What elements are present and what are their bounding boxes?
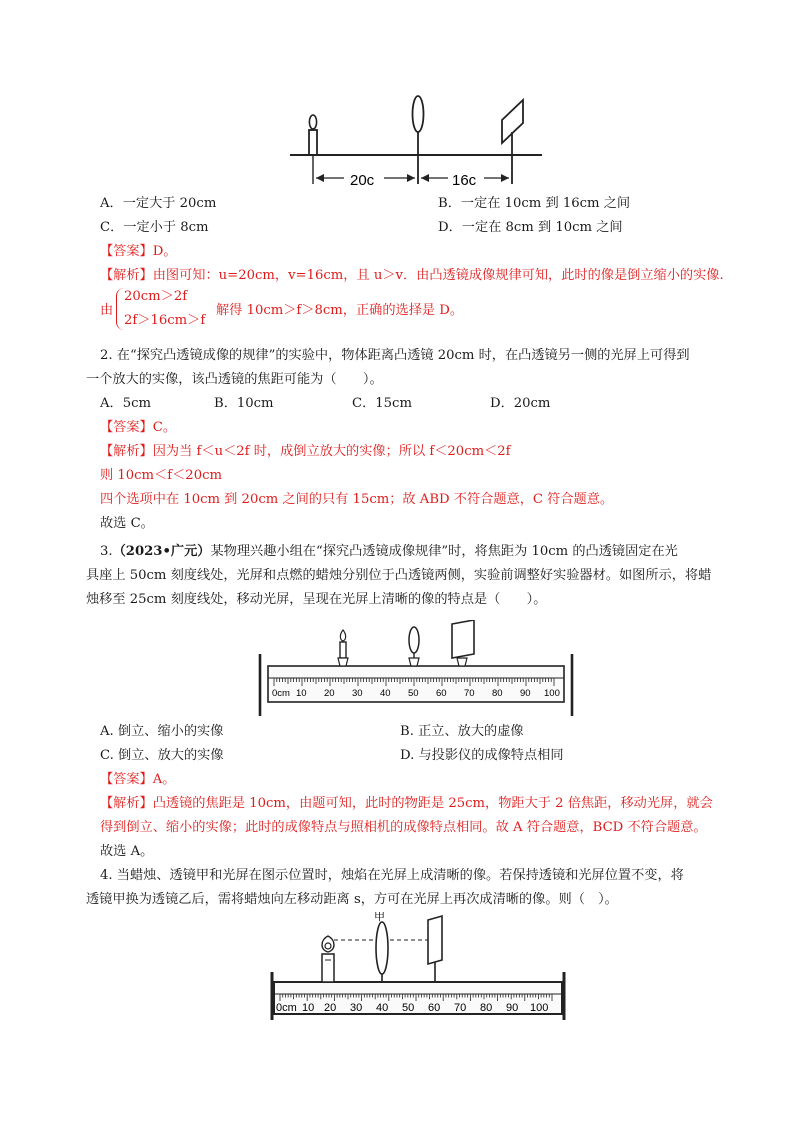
tick-label: 20 (324, 1002, 337, 1014)
q2-stem-line-2: 一个放大的实像，该凸透镜的焦距可能为（ ）。 (86, 372, 383, 387)
figure-optical-bench-q4 (262, 912, 580, 1024)
q1-you: 由 (100, 303, 114, 318)
q1-option-c: C．一定小于 8cm (100, 220, 209, 235)
q2-option-d: D．20cm (490, 396, 551, 411)
screen-shape (452, 620, 474, 658)
tick-label: 0cm (272, 688, 290, 699)
q3-stem-line-3: 烛移至 25cm 刻度线处，移动光屏，呈现在光屏上清晰的像的特点是（ ）。 (86, 592, 547, 607)
figure-candle-lens-screen (280, 92, 550, 202)
flame-shape (340, 630, 345, 641)
q3-stem-text: 某物理兴趣小组在“探究凸透镜成像规律”时，将焦距为 10cm 的凸透镜固定在光 (210, 544, 678, 559)
screen-shape (428, 916, 442, 964)
tick-label: 30 (352, 688, 363, 699)
tick-label: 50 (408, 688, 419, 699)
q3-option-d: D. 与投影仪的成像特点相同 (400, 748, 564, 763)
tick-label: 90 (520, 688, 531, 699)
answer-value: C。 (152, 420, 177, 435)
q2-analysis (100, 442, 511, 462)
lens-shape (413, 96, 424, 132)
q2-answer (100, 418, 176, 438)
lens-shape (376, 922, 388, 974)
figure-optical-bench-q3 (252, 620, 587, 720)
q3-option-b: B. 正立、放大的虚像 (400, 724, 524, 739)
tick-label: 0cm (276, 1002, 297, 1014)
q3-analysis-line-2: 得到倒立、缩小的实像；此时的成像特点与照相机的成像特点相同。故 A 符合题意，BCD 不符合题意。 (100, 820, 707, 835)
tick-label: 10 (296, 688, 307, 699)
q3-source: （2023•广元） (112, 544, 211, 559)
flame-shape (309, 115, 316, 129)
answer-tag: 【答案】 (100, 772, 153, 787)
candle-shape (309, 130, 317, 155)
q4-stem-line-1: 4. 当蜡烛、透镜甲和光屏在图示位置时，烛焰在光屏上成清晰的像。若保持透镜和光屏位置不变，将 (100, 868, 684, 883)
q1-inequality-1: 20cm＞2f (124, 289, 188, 304)
distance-label-16: 16c (452, 172, 477, 189)
q3-stem-line-1 (100, 542, 678, 562)
answer-value: A。 (152, 772, 176, 787)
tick-label: 60 (436, 688, 447, 699)
bench-rail (274, 982, 562, 1014)
q1-option-d: D．一定在 8cm 到 10cm 之间 (438, 220, 623, 235)
q1-analysis (100, 266, 724, 286)
tick-label: 100 (530, 1002, 549, 1014)
tick-label: 20 (324, 688, 335, 699)
q3-option-c: C. 倒立、放大的实像 (100, 748, 224, 763)
q2-stem-line-1: 2. 在“探究凸透镜成像的规律”的实验中，物体距离凸透镜 20cm 时，在凸透镜另一侧的光屏上可得到 (100, 348, 690, 363)
q1-option-a: A．一定大于 20cm (100, 196, 217, 211)
q2-option-c: C．15cm (352, 396, 412, 411)
q2-analysis-line-3: 四个选项中在 10cm 到 20cm 之间的只有 15cm；故 ABD 不符合题意，C 符合题意。 (100, 492, 614, 507)
answer-value: D。 (152, 244, 177, 259)
analysis-text: 由图可知：u=20cm，v=16cm，且 u＞v．由凸透镜成像规律可知，此时的像是倒立缩小的实像. (152, 268, 724, 283)
q1-answer (100, 242, 177, 262)
analysis-text: 凸透镜的焦距是 10cm，由题可知，此时的物距是 25cm，物距大于 2 倍焦距，移动光屏，就会 (152, 796, 713, 811)
tick-label: 50 (402, 1002, 415, 1014)
tick-label: 80 (492, 688, 503, 699)
tick-label: 10 (302, 1002, 315, 1014)
tick-label: 70 (454, 1002, 467, 1014)
tick-label: 90 (506, 1002, 519, 1014)
q1-inequality-2: 2f＞16cm＞f (124, 313, 206, 328)
analysis-tag: 【解析】 (100, 796, 153, 811)
q3-stem-line-2: 具座上 50cm 刻度线处，光屏和点燃的蜡烛分别位于凸透镜两侧，实验前调整好实验器材。如图所示，将蜡 (86, 568, 712, 583)
q3-number: 3. (100, 544, 113, 559)
tick-label: 80 (480, 1002, 493, 1014)
distance-label-20: 20c (350, 172, 375, 189)
candle-shape (340, 642, 346, 658)
analysis-tag: 【解析】 (100, 268, 153, 283)
q2-conclusion: 故选 C。 (100, 516, 154, 531)
tick-label: 30 (350, 1002, 363, 1014)
analysis-text: 因为当 f＜u＜2f 时，成倒立放大的实像；所以 f＜20cm＜2f (152, 444, 511, 459)
q3-answer (100, 770, 175, 790)
tick-label: 40 (376, 1002, 389, 1014)
tick-label: 100 (544, 688, 560, 699)
q4-stem-line-2: 透镜甲换为透镜乙后，需将蜡烛向左移动距离 s，方可在光屏上再次成清晰的像。则（ ）。 (86, 892, 618, 907)
answer-tag: 【答案】 (100, 244, 153, 259)
q3-analysis (100, 794, 713, 814)
q2-option-a: A．5cm (100, 396, 151, 411)
candle-shape (322, 954, 334, 982)
lens-shape (409, 627, 419, 653)
analysis-tag: 【解析】 (100, 444, 153, 459)
q2-analysis-line-2: 则 10cm＜f＜20cm (100, 468, 222, 483)
q3-conclusion: 故选 A。 (100, 844, 154, 859)
q1-solve: 解得 10cm＞f＞8cm，正确的选择是 D。 (216, 303, 464, 318)
tick-label: 40 (380, 688, 391, 699)
q3-option-a: A. 倒立、缩小的实像 (100, 724, 224, 739)
q2-option-b: B．10cm (214, 396, 274, 411)
lens-label: 甲 (374, 912, 385, 923)
tick-label: 70 (464, 688, 475, 699)
tick-label: 60 (428, 1002, 441, 1014)
answer-tag: 【答案】 (100, 420, 153, 435)
q1-option-b: B．一定在 10cm 到 16cm 之间 (438, 196, 631, 211)
